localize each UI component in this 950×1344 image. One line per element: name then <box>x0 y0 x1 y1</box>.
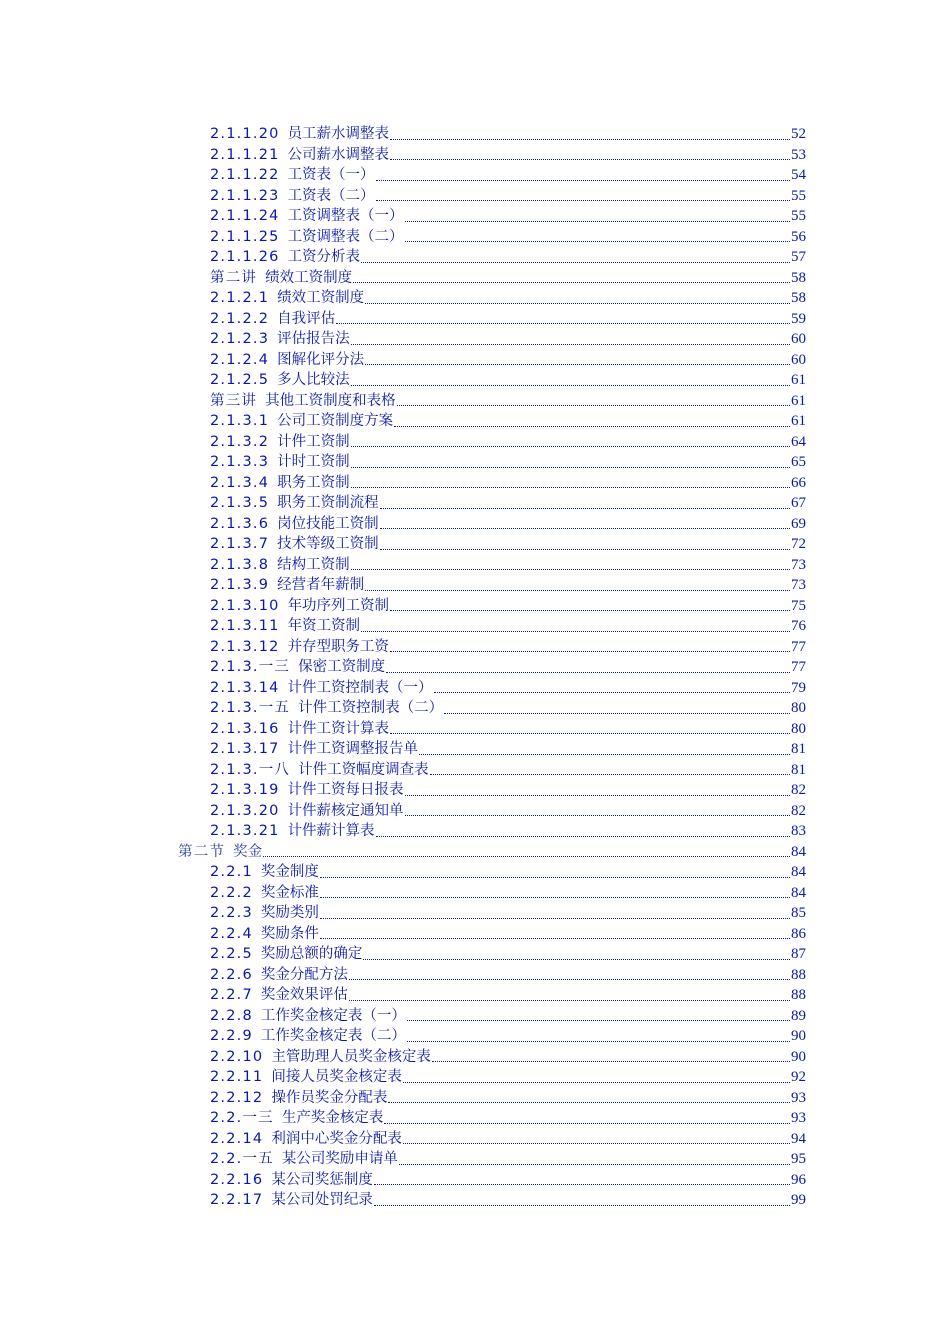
toc-entry[interactable] <box>0 411 950 432</box>
toc-entry-title: 工作奖金核定表（二） <box>260 1028 406 1044</box>
toc-entry-page-number: 99 <box>791 1192 806 1208</box>
toc-entry[interactable] <box>0 1026 950 1047</box>
toc-entry-title: 间接人员奖金核定表 <box>271 1069 402 1085</box>
toc-entry-page-number: 64 <box>791 433 806 450</box>
toc-entry-title: 计件工资控制表（一） <box>287 679 433 696</box>
toc-entry[interactable] <box>0 760 950 781</box>
toc-entry-number: 2.1.1.23 <box>210 187 280 204</box>
toc-entry[interactable] <box>0 678 950 699</box>
dot-leader <box>419 754 790 755</box>
toc-entry[interactable] <box>0 780 950 801</box>
toc-entry-page-number: 88 <box>791 987 806 1003</box>
toc-entry-page-number: 90 <box>791 1028 806 1044</box>
toc-entry-title: 多人比较法 <box>277 372 350 388</box>
toc-entry-title: 奖金制度 <box>260 864 319 880</box>
toc-entry-page-number: 80 <box>791 720 806 737</box>
toc-entry-title: 工作奖金核定表（一） <box>260 1007 406 1024</box>
dot-leader <box>390 651 790 652</box>
toc-entry-title: 公司薪水调整表 <box>287 146 390 163</box>
toc-entry[interactable] <box>0 883 950 904</box>
toc-entry-title: 经营者年薪制 <box>277 577 365 593</box>
toc-entry-page-number: 88 <box>791 966 806 983</box>
toc-entry-page-number: 73 <box>791 577 806 593</box>
dot-leader <box>365 364 790 365</box>
toc-entry-title: 计件工资每日报表 <box>287 782 404 798</box>
toc-entry[interactable] <box>0 534 950 555</box>
toc-entry-number: 2.1.3.1 <box>210 413 270 429</box>
toc-entry-page-number: 83 <box>791 823 806 839</box>
dot-leader <box>397 405 790 406</box>
toc-entry-title: 保密工资制度 <box>298 659 386 675</box>
toc-entry-page-number: 69 <box>791 515 806 532</box>
toc-entry-title: 奖励条件 <box>260 925 319 942</box>
dot-leader <box>349 979 790 980</box>
dot-leader <box>407 1020 790 1021</box>
toc-entry-number: 2.1.2.2 <box>210 310 270 327</box>
toc-entry-page-number: 56 <box>791 228 806 245</box>
toc-entry-page-number: 84 <box>791 864 806 880</box>
toc-entry-page-number: 80 <box>791 700 806 716</box>
toc-entry-title: 计件工资控制表（二） <box>298 700 444 716</box>
toc-entry[interactable] <box>0 165 950 186</box>
toc-entry-page-number: 82 <box>791 782 806 798</box>
toc-entry[interactable] <box>0 821 950 842</box>
toc-entry-page-number: 57 <box>791 249 806 265</box>
toc-entry-page-number: 67 <box>791 495 806 511</box>
toc-entry-number: 2.2.16 <box>210 1171 264 1188</box>
toc-entry-number: 2.1.2.5 <box>210 372 270 388</box>
toc-entry[interactable] <box>0 739 950 760</box>
dot-leader <box>374 1205 790 1206</box>
toc-entry-number: 2.2.10 <box>210 1048 264 1065</box>
toc-entry-title: 工资表（一） <box>287 167 375 183</box>
toc-entry-number: 2.1.1.24 <box>210 208 280 224</box>
dot-leader <box>320 938 790 939</box>
dot-leader <box>403 1082 790 1083</box>
toc-entry-number: 2.1.2.1 <box>210 290 270 306</box>
toc-entry-number: 2.1.3.9 <box>210 577 270 593</box>
toc-entry-number: 2.1.3.7 <box>210 536 270 552</box>
dot-leader <box>380 549 790 550</box>
dot-leader <box>405 815 790 816</box>
dot-leader <box>351 385 790 386</box>
toc-entry[interactable] <box>0 452 950 473</box>
toc-entry-title: 自我评估 <box>277 310 336 327</box>
dot-leader <box>380 528 790 529</box>
toc-entry-title: 计时工资制 <box>277 454 350 470</box>
toc-entry-page-number: 89 <box>791 1007 806 1024</box>
toc-entry[interactable] <box>0 309 950 330</box>
toc-entry-page-number: 66 <box>791 474 806 491</box>
toc-entry-number: 第二讲 <box>210 269 258 286</box>
toc-entry-number: 2.1.3.8 <box>210 556 270 573</box>
toc-entry[interactable] <box>0 801 950 822</box>
toc-entry-page-number: 75 <box>791 597 806 614</box>
toc-entry-page-number: 84 <box>791 843 806 860</box>
toc-entry-title: 结构工资制 <box>277 556 350 573</box>
toc-entry-title: 职务工资制 <box>277 474 350 491</box>
toc-entry-number: 2.1.3.17 <box>210 741 280 757</box>
toc-entry[interactable] <box>0 288 950 309</box>
toc-entry-title: 工资调整表（一） <box>287 208 404 224</box>
toc-entry-title: 图解化评分法 <box>277 351 365 368</box>
dot-leader <box>320 877 790 878</box>
toc-entry[interactable] <box>0 186 950 207</box>
toc-entry-title: 绩效工资制度 <box>265 269 353 286</box>
toc-entry[interactable] <box>0 1006 950 1027</box>
toc-entry-title: 某公司奖惩制度 <box>271 1171 373 1188</box>
toc-entry-title: 评估报告法 <box>277 331 350 347</box>
toc-entry[interactable] <box>0 719 950 740</box>
toc-entry-title: 计件工资幅度调查表 <box>298 761 429 778</box>
toc-entry-page-number: 92 <box>791 1069 806 1085</box>
toc-entry-number: 2.1.3.3 <box>210 454 270 470</box>
toc-entry-title: 工资调整表（二） <box>287 228 404 245</box>
toc-entry[interactable] <box>0 1149 950 1170</box>
toc-entry-page-number: 81 <box>791 761 806 778</box>
toc-entry-page-number: 85 <box>791 905 806 921</box>
toc-entry-title: 计件薪核定通知单 <box>287 802 404 819</box>
toc-entry-number: 2.1.1.25 <box>210 228 280 245</box>
toc-entry-number: 2.2.8 <box>210 1007 253 1024</box>
toc-entry-page-number: 90 <box>791 1048 806 1065</box>
toc-entry[interactable] <box>0 432 950 453</box>
toc-entry-title: 计件工资制 <box>277 433 350 450</box>
dot-leader <box>444 713 790 714</box>
toc-entry[interactable] <box>0 985 950 1006</box>
toc-entry-title: 奖励总额的确定 <box>260 946 363 962</box>
toc-entry-number: 2.1.3.5 <box>210 495 270 511</box>
toc-entry-page-number: 55 <box>791 187 806 204</box>
dot-leader <box>380 508 790 509</box>
toc-entry-page-number: 82 <box>791 802 806 819</box>
toc-entry[interactable] <box>0 637 950 658</box>
dot-leader <box>376 200 790 201</box>
dot-leader <box>405 221 790 222</box>
toc-entry-number: 2.1.1.22 <box>210 167 280 183</box>
toc-entry-number: 2.2.6 <box>210 966 253 983</box>
toc-entry[interactable] <box>0 473 950 494</box>
toc-entry-title: 奖金效果评估 <box>260 987 348 1003</box>
toc-entry-number: 2.2.3 <box>210 905 253 921</box>
dot-leader <box>386 672 790 673</box>
toc-entry[interactable] <box>0 370 950 391</box>
toc-entry-page-number: 84 <box>791 884 806 901</box>
toc-entry[interactable] <box>0 1129 950 1150</box>
dot-leader <box>432 1061 790 1062</box>
toc-entry[interactable] <box>0 862 950 883</box>
dot-leader <box>351 487 790 488</box>
toc-entry-page-number: 61 <box>791 413 806 429</box>
toc-entry-number: 第二节 <box>178 843 226 860</box>
toc-entry-page-number: 61 <box>791 392 806 409</box>
toc-entry-number: 2.1.2.4 <box>210 351 270 368</box>
dot-leader <box>405 795 790 796</box>
toc-entry[interactable] <box>0 698 950 719</box>
toc-entry[interactable] <box>0 1088 950 1109</box>
toc-entry-title: 奖金标准 <box>260 884 319 901</box>
toc-entry-page-number: 94 <box>791 1130 806 1147</box>
toc-entry-number: 2.2.4 <box>210 925 253 942</box>
toc-entry-number: 2.1.3.19 <box>210 782 280 798</box>
toc-entry-page-number: 58 <box>791 290 806 306</box>
toc-entry-page-number: 54 <box>791 167 806 183</box>
dot-leader <box>430 774 790 775</box>
toc-entry[interactable] <box>0 124 950 145</box>
dot-leader <box>263 856 790 857</box>
toc-entry-page-number: 79 <box>791 679 806 696</box>
toc-entry[interactable] <box>0 1190 950 1211</box>
dot-leader <box>363 959 790 960</box>
toc-entry-page-number: 86 <box>791 925 806 942</box>
toc-entry-title: 并存型职务工资 <box>287 638 390 655</box>
dot-leader <box>388 1102 790 1103</box>
dot-leader <box>399 1164 790 1165</box>
toc-entry-title: 奖金 <box>233 843 263 860</box>
dot-leader <box>405 241 790 242</box>
toc-entry-title: 职务工资制流程 <box>277 495 379 511</box>
dot-leader <box>407 1041 790 1042</box>
toc-entry[interactable] <box>0 493 950 514</box>
toc-entry-page-number: 59 <box>791 310 806 327</box>
toc-entry-number: 2.2.17 <box>210 1192 264 1208</box>
toc-entry-page-number: 93 <box>791 1089 806 1106</box>
toc-entry-page-number: 81 <box>791 741 806 757</box>
toc-entry[interactable] <box>0 944 950 965</box>
toc-entry-title: 计件薪计算表 <box>287 823 375 839</box>
toc-entry-page-number: 93 <box>791 1110 806 1126</box>
toc-entry[interactable] <box>0 227 950 248</box>
toc-entry-title: 奖金分配方法 <box>260 966 348 983</box>
toc-entry[interactable] <box>0 1170 950 1191</box>
dot-leader <box>374 1184 790 1185</box>
toc-entry-page-number: 60 <box>791 351 806 368</box>
toc-entry-number: 2.1.3.21 <box>210 823 280 839</box>
dot-leader <box>434 692 790 693</box>
dot-leader <box>349 1000 790 1001</box>
toc-entry-page-number: 77 <box>791 638 806 655</box>
toc-entry-page-number: 65 <box>791 454 806 470</box>
toc-entry[interactable] <box>0 268 950 289</box>
toc-entry-page-number: 53 <box>791 146 806 163</box>
dot-leader <box>390 733 790 734</box>
toc-entry[interactable] <box>0 391 950 412</box>
toc-entry-number: 2.1.3.一三 <box>210 659 291 675</box>
dot-leader <box>320 918 790 919</box>
dot-leader <box>351 446 790 447</box>
dot-leader <box>390 610 790 611</box>
toc-entry-number: 2.1.1.26 <box>210 249 280 265</box>
toc-entry-title: 操作员奖金分配表 <box>271 1089 388 1106</box>
toc-entry-number: 第三讲 <box>210 392 258 409</box>
toc-entry-number: 2.1.2.3 <box>210 331 270 347</box>
toc-entry[interactable] <box>0 596 950 617</box>
toc-entry-number: 2.2.1 <box>210 864 253 880</box>
toc-entry-title: 某公司奖励申请单 <box>281 1151 398 1167</box>
toc-entry-page-number: 72 <box>791 536 806 552</box>
toc-entry-title: 其他工资制度和表格 <box>265 392 396 409</box>
toc-entry-title: 工资分析表 <box>287 249 361 265</box>
dot-leader <box>376 836 790 837</box>
toc-entry-number: 2.1.3.一八 <box>210 761 291 778</box>
toc-entry[interactable] <box>0 1047 950 1068</box>
toc-entry-number: 2.2.14 <box>210 1130 264 1147</box>
toc-entry[interactable] <box>0 1108 950 1129</box>
toc-entry[interactable] <box>0 575 950 596</box>
toc-entry-title: 工资表（二） <box>287 187 375 204</box>
toc-entry-page-number: 96 <box>791 1171 806 1188</box>
toc-entry-number: 2.2.5 <box>210 946 253 962</box>
toc-entry-number: 2.1.3.14 <box>210 679 280 696</box>
toc-entry-number: 2.2.2 <box>210 884 253 901</box>
dot-leader <box>351 467 790 468</box>
toc-entry[interactable] <box>0 924 950 945</box>
dot-leader <box>390 139 790 140</box>
toc-entry-title: 计件工资调整报告单 <box>287 741 419 757</box>
dot-leader <box>353 282 790 283</box>
toc-entry-title: 公司工资制度方案 <box>277 413 394 429</box>
toc-entry[interactable] <box>0 965 950 986</box>
toc-entry-title: 年功序列工资制 <box>287 597 390 614</box>
dot-leader <box>384 1123 790 1124</box>
dot-leader <box>336 323 790 324</box>
dot-leader <box>403 1143 790 1144</box>
toc-entry-number: 2.1.3.11 <box>210 618 280 634</box>
toc-entry-title: 计件工资计算表 <box>287 720 390 737</box>
toc-entry[interactable] <box>0 616 950 637</box>
toc-entry-number: 2.2.一三 <box>210 1110 274 1126</box>
toc-entry-page-number: 52 <box>791 126 806 142</box>
toc-entry-number: 2.1.3.2 <box>210 433 270 450</box>
toc-entry-page-number: 55 <box>791 208 806 224</box>
toc-entry-title: 奖励类别 <box>260 905 319 921</box>
toc-entry-page-number: 95 <box>791 1151 806 1167</box>
toc-entry[interactable] <box>0 903 950 924</box>
dot-leader <box>390 159 790 160</box>
toc-entry-number: 2.2.7 <box>210 987 253 1003</box>
toc-entry[interactable] <box>0 1067 950 1088</box>
toc-entry[interactable] <box>0 145 950 166</box>
dot-leader <box>361 262 790 263</box>
dot-leader <box>351 344 790 345</box>
dot-leader <box>365 303 790 304</box>
toc-entry-number: 2.2.一五 <box>210 1151 274 1167</box>
toc-entry-number: 2.2.12 <box>210 1089 264 1106</box>
toc-entry-number: 2.1.3.20 <box>210 802 280 819</box>
toc-entry-page-number: 60 <box>791 331 806 347</box>
toc-entry-number: 2.1.3.一五 <box>210 700 291 716</box>
toc-entry-page-number: 76 <box>791 618 806 634</box>
toc-entry-page-number: 87 <box>791 946 806 962</box>
toc-entry-title: 员工薪水调整表 <box>287 126 390 142</box>
toc-entry-number: 2.1.3.16 <box>210 720 280 737</box>
toc-entry-title: 岗位技能工资制 <box>277 515 379 532</box>
toc-entry-title: 主管助理人员奖金核定表 <box>271 1048 431 1065</box>
toc-entry-title: 某公司处罚纪录 <box>271 1192 373 1208</box>
toc-entry[interactable] <box>0 555 950 576</box>
dot-leader <box>351 569 790 570</box>
toc-entry[interactable] <box>0 514 950 535</box>
dot-leader <box>394 426 790 427</box>
toc-entry[interactable] <box>0 350 950 371</box>
toc-entry-title: 利润中心奖金分配表 <box>271 1130 402 1147</box>
toc-entry-number: 2.1.3.4 <box>210 474 270 491</box>
toc-entry-number: 2.1.1.21 <box>210 146 280 163</box>
toc-entry[interactable] <box>0 247 950 268</box>
toc-entry[interactable] <box>0 206 950 227</box>
dot-leader <box>365 590 790 591</box>
table-of-contents <box>0 124 950 1211</box>
toc-entry-number: 2.1.1.20 <box>210 126 280 142</box>
toc-entry-number: 2.1.3.12 <box>210 638 280 655</box>
dot-leader <box>376 180 790 181</box>
toc-entry-page-number: 61 <box>791 372 806 388</box>
dot-leader <box>361 631 790 632</box>
toc-entry-title: 生产奖金核定表 <box>281 1110 384 1126</box>
toc-entry[interactable] <box>0 842 950 863</box>
toc-entry-page-number: 58 <box>791 269 806 286</box>
toc-entry-title: 年资工资制 <box>287 618 361 634</box>
toc-entry-page-number: 73 <box>791 556 806 573</box>
toc-entry-page-number: 77 <box>791 659 806 675</box>
toc-entry[interactable] <box>0 657 950 678</box>
toc-entry-number: 2.2.9 <box>210 1028 253 1044</box>
toc-entry-title: 绩效工资制度 <box>277 290 365 306</box>
toc-entry-number: 2.2.11 <box>210 1069 264 1085</box>
toc-entry-number: 2.1.3.6 <box>210 515 270 532</box>
toc-entry[interactable] <box>0 329 950 350</box>
toc-entry-title: 技术等级工资制 <box>277 536 379 552</box>
toc-entry-number: 2.1.3.10 <box>210 597 280 614</box>
dot-leader <box>320 897 790 898</box>
